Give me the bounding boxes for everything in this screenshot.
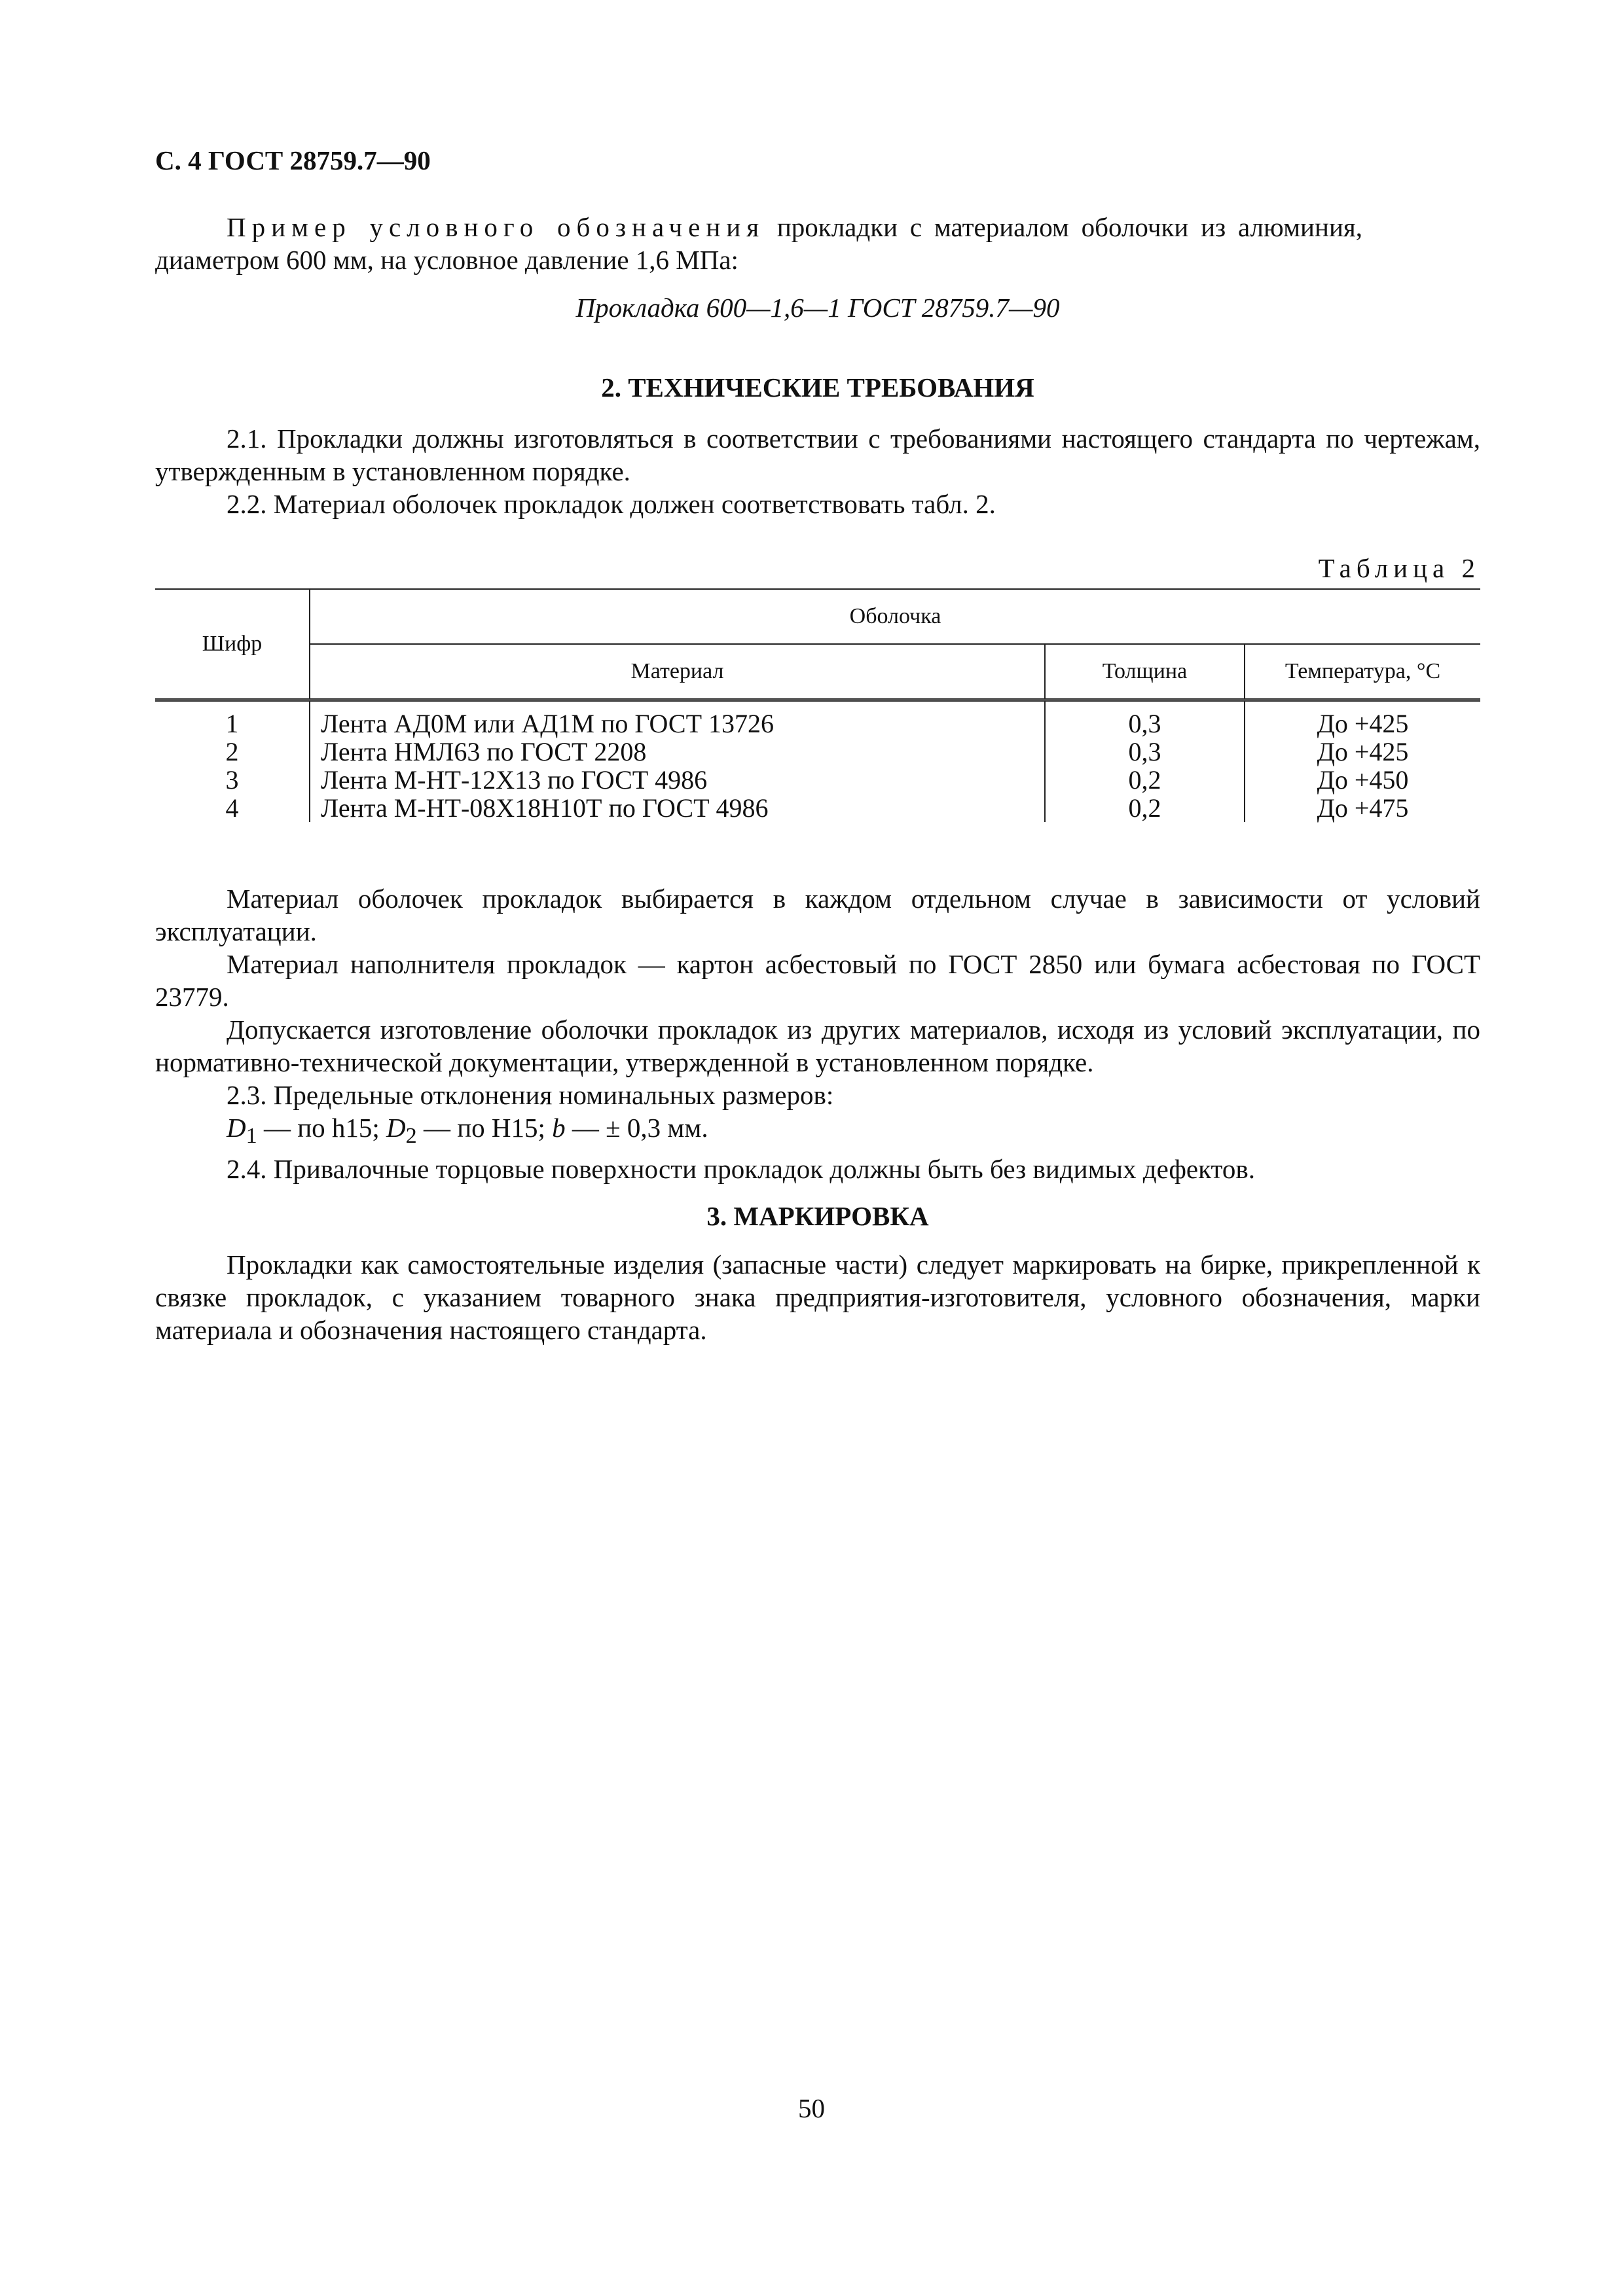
table-row <box>155 700 1480 738</box>
cell-cipher: 2 <box>225 737 239 766</box>
cell-material: Лента АД0М или АД1М по ГОСТ 13726 <box>310 700 1045 738</box>
marking-paragraph: Прокладки как самостоятельные изделия (запасные части) следует маркировать на бирке, прикрепленной к связке прокладок, с указанием товарного знака предприятия-изготовителя, условного обозначения, марки материала и обозначения настоящего стандарта. <box>155 1249 1480 1346</box>
formula-b: b <box>552 1113 566 1143</box>
table-label: Таблица 2 <box>1318 553 1480 583</box>
table-header-cipher: Шифр <box>155 589 310 700</box>
clause-2-4: 2.4. Привалочные торцовые поверхности прокладок должны быть без видимых дефектов. <box>227 1154 1255 1185</box>
table-header-temperature: Температура, °С <box>1245 644 1480 700</box>
clause-2-2: 2.2. Материал оболочек прокладок должен соответствовать табл. 2. <box>227 489 996 519</box>
table-row <box>155 738 1480 766</box>
cell-temperature: До +475 <box>1245 794 1480 822</box>
formula-b-text: — ± 0,3 мм. <box>565 1113 708 1143</box>
table-row <box>155 794 1480 822</box>
example-lead: Пример условного обозначения <box>227 212 765 242</box>
example-designation: Прокладка 600—1,6—1 ГОСТ 28759.7—90 <box>575 293 1060 323</box>
cell-temperature: До +450 <box>1245 766 1480 794</box>
tolerance-formula <box>155 1111 1480 1153</box>
cell-cipher: 3 <box>225 765 239 795</box>
cell-material: Лента М-НТ-12Х13 по ГОСТ 4986 <box>310 766 1045 794</box>
cell-material: Лента НМЛ63 по ГОСТ 2208 <box>310 738 1045 766</box>
section-2-title: 2. ТЕХНИЧЕСКИЕ ТРЕБОВАНИЯ <box>601 372 1034 403</box>
other-materials-note: Допускается изготовление оболочки прокладок из других материалов, исходя из условий эксплуатации, по нормативно-технической документации, утвержденной в установленном порядке. <box>155 1014 1480 1077</box>
shell-material-note: Материал оболочек прокладок выбирается в каждом отдельном случае в зависимости от условий эксплуатации. <box>155 884 1480 946</box>
section-3-title: 3. МАРКИРОВКА <box>706 1201 929 1232</box>
example-text: прокладки с материалом оболочки из алюминия, диаметром 600 мм, на условное давление 1,6 МПа: <box>155 212 1362 275</box>
table-header-shell: Оболочка <box>310 589 1480 644</box>
document-page <box>155 144 1480 1346</box>
cell-temperature: До +425 <box>1245 700 1480 738</box>
example-paragraph <box>155 211 1480 276</box>
page-number: 50 <box>798 2093 825 2123</box>
clause-2-1: 2.1. Прокладки должны изготовляться в соответствии с требованиями настоящего стандарта по чертежам, утвержденным в установленном порядке. <box>155 423 1480 486</box>
table-header-material: Материал <box>310 644 1045 700</box>
cell-material: Лента М-НТ-08Х18Н10Т по ГОСТ 4986 <box>310 794 1045 822</box>
clause-2-3: 2.3. Предельные отклонения номинальных размеров: <box>227 1080 834 1110</box>
formula-d2-sub: 2 <box>405 1124 417 1149</box>
cell-thickness: 0,3 <box>1045 700 1245 738</box>
formula-d1-text: — по h15; <box>257 1113 387 1143</box>
formula-d2: D <box>386 1113 406 1143</box>
page-header: С. 4 ГОСТ 28759.7—90 <box>155 145 431 175</box>
filler-material-note: Материал наполнителя прокладок — картон асбестовый по ГОСТ 2850 или бумага асбестовая по ГОСТ 23779. <box>155 949 1480 1012</box>
table-header-thickness: Толщина <box>1045 644 1245 700</box>
cell-thickness: 0,2 <box>1045 794 1245 822</box>
cell-thickness: 0,3 <box>1045 738 1245 766</box>
cell-temperature: До +425 <box>1245 738 1480 766</box>
formula-d1-sub: 1 <box>246 1124 257 1149</box>
formula-d1: D <box>227 1113 246 1143</box>
formula-d2-text: — по Н15; <box>416 1113 553 1143</box>
cell-thickness: 0,2 <box>1045 766 1245 794</box>
table-row <box>155 766 1480 794</box>
cell-cipher: 1 <box>225 709 239 738</box>
materials-table <box>155 588 1480 822</box>
cell-cipher: 4 <box>225 793 239 823</box>
